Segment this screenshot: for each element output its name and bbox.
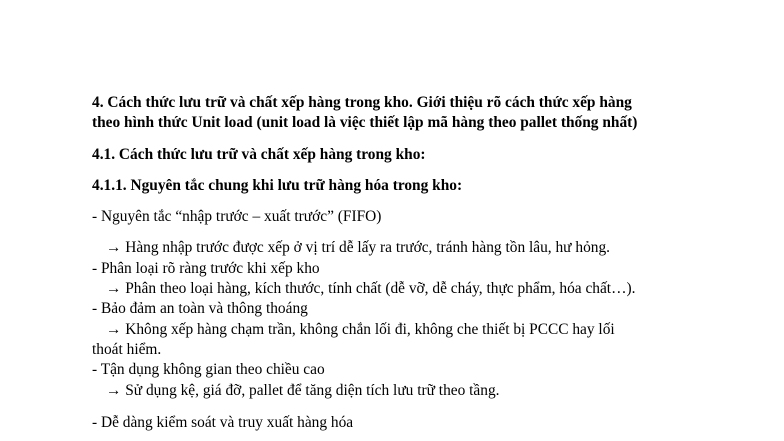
list-item-title: - Phân loại rõ ràng trước khi xếp kho	[92, 260, 320, 277]
list-item-detail: → Sử dụng kệ, giá đỡ, pallet để tăng diện tích lưu trữ theo tầng.	[106, 382, 500, 399]
subsection-heading-4-1-1: 4.1.1. Nguyên tắc chung khi lưu trữ hàng hóa trong kho:	[92, 177, 463, 194]
list-item-detail: → Phân theo loại hàng, kích thước, tính chất (dễ vỡ, dễ cháy, thực phẩm, hóa chất…).	[106, 280, 636, 297]
subsection-heading-4-1: 4.1. Cách thức lưu trữ và chất xếp hàng trong kho:	[92, 146, 426, 163]
list-item-title: - Tận dụng không gian theo chiều cao	[92, 361, 325, 378]
list-item-detail: → Hàng nhập trước được xếp ở vị trí dễ lấy ra trước, tránh hàng tồn lâu, hư hỏng.	[106, 239, 610, 256]
section-heading-line-2: theo hình thức Unit load (unit load là việc thiết lập mã hàng theo pallet thống nhất)	[92, 114, 638, 131]
list-item-detail-continuation: thoát hiểm.	[92, 341, 162, 358]
list-item-detail: → Không xếp hàng chạm trần, không chắn lối đi, không che thiết bị PCCC hay lối	[106, 321, 615, 338]
list-item-title: - Dễ dàng kiểm soát và truy xuất hàng hóa	[92, 414, 354, 431]
list-item-title: - Bảo đảm an toàn và thông thoáng	[92, 300, 308, 317]
list-item-title: - Nguyên tắc “nhập trước – xuất trước” (FIFO)	[92, 208, 382, 225]
section-heading-line-1: 4. Cách thức lưu trữ và chất xếp hàng trong kho. Giới thiệu rõ cách thức xếp hàng	[92, 94, 632, 111]
